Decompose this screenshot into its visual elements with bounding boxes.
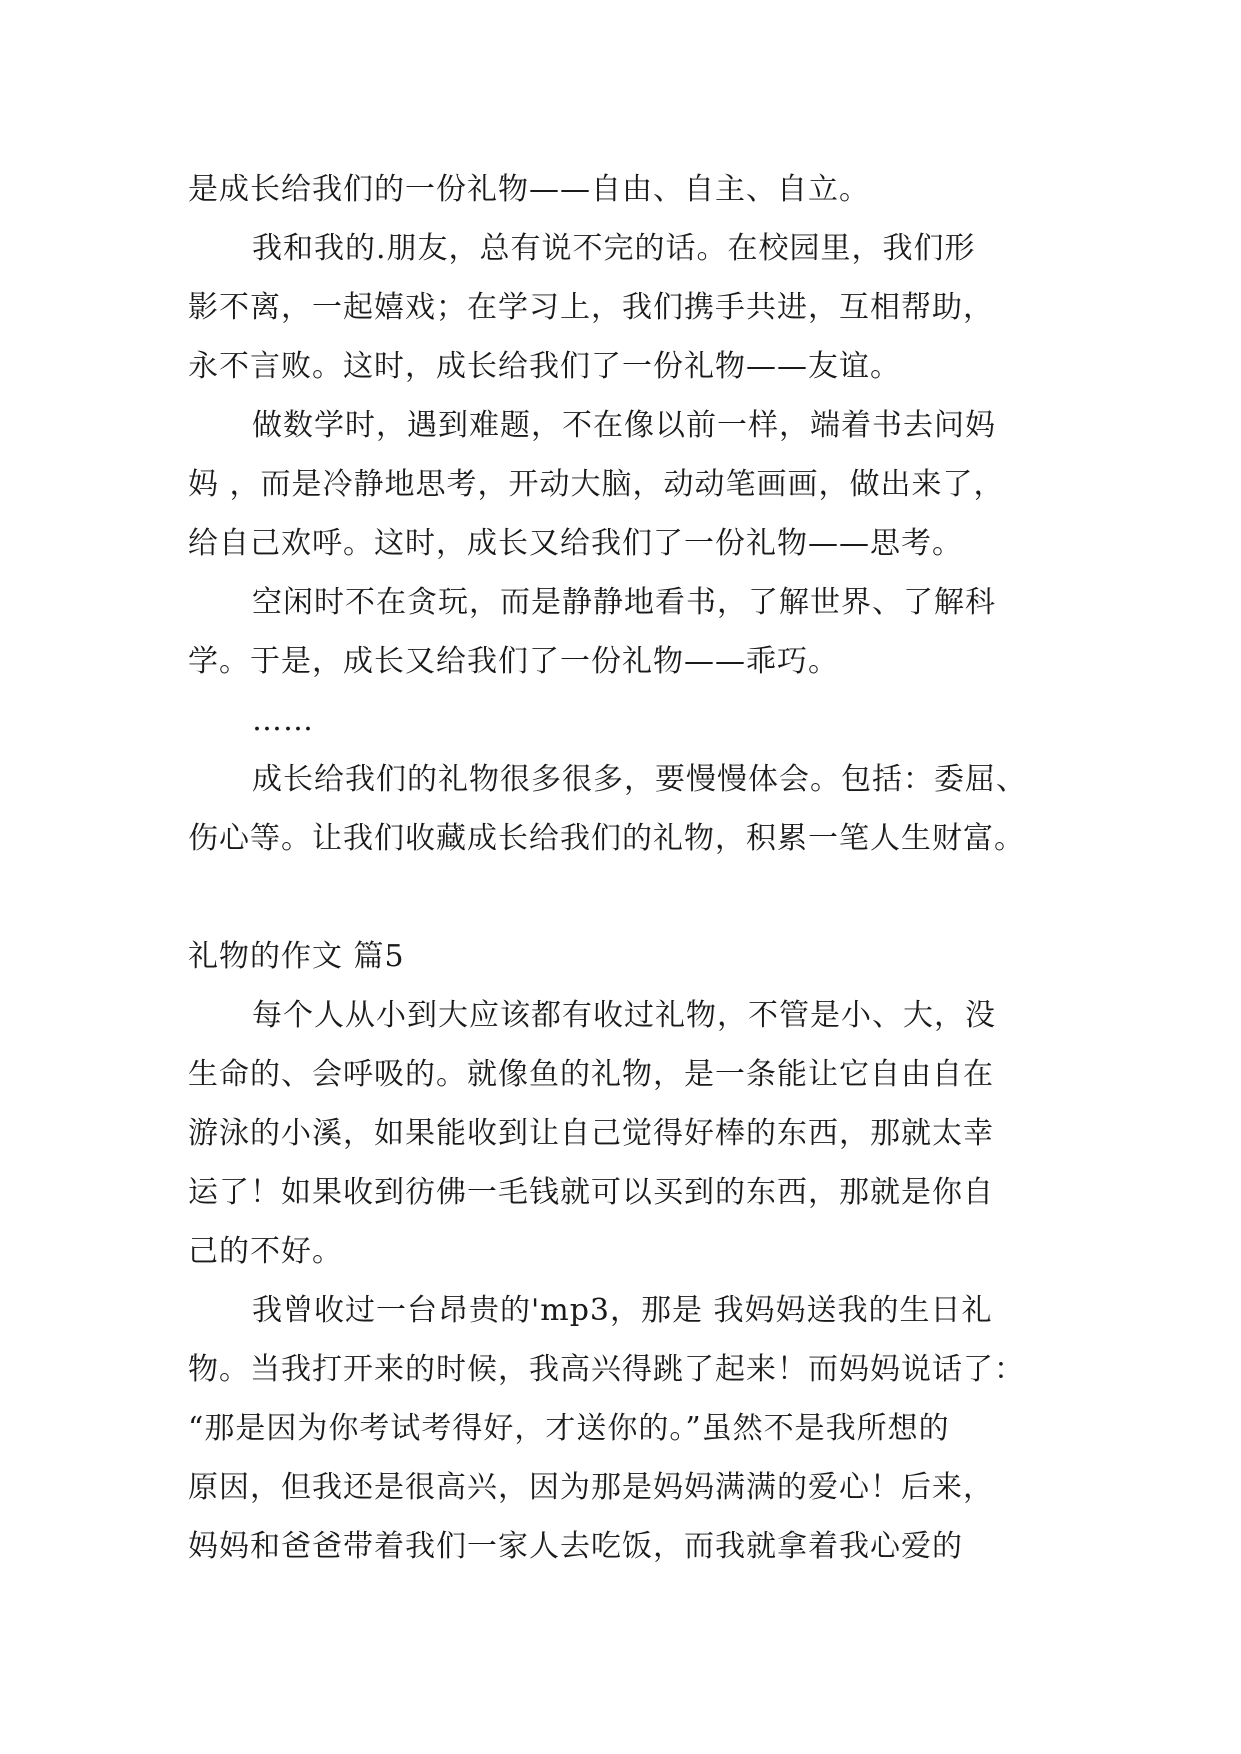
text-line: 给自己欢呼。这时，成长又给我们了一份礼物——思考。 xyxy=(188,526,963,561)
text-line: 影不离，一起嬉戏；在学习上，我们携手共进，互相帮助， xyxy=(188,290,994,325)
text-line: 永不言败。这时，成长给我们了一份礼物——友谊。 xyxy=(188,349,901,384)
text-line: 运了！如果收到彷佛一毛钱就可以买到的东西，那就是你自 xyxy=(188,1175,994,1210)
paragraph-conclusion xyxy=(188,750,1058,868)
text-line: 妈妈和爸爸带着我们一家人去吃饭，而我就拿着我心爱的 xyxy=(188,1529,963,1564)
text-line: …… xyxy=(252,703,314,738)
section-heading: 礼物的作文 篇5 xyxy=(188,939,405,974)
text-line: 原因，但我还是很高兴，因为那是妈妈满满的爱心！后来， xyxy=(188,1470,994,1505)
text-line: 空闲时不在贪玩，而是静静地看书，了解世界、了解科 xyxy=(252,585,996,620)
paragraph-ellipsis xyxy=(188,691,1058,750)
text-line: “那是因为你考试考得好，才送你的。”虽然不是我所想的 xyxy=(188,1411,950,1446)
text-line: 是成长给我们的一份礼物——自由、自主、自立。 xyxy=(188,172,870,207)
text-line: 我和我的.朋友，总有说不完的话。在校园里，我们形 xyxy=(252,231,976,266)
paragraph-freedom xyxy=(188,160,1058,219)
document-body xyxy=(188,160,1058,1576)
text-line: 每个人从小到大应该都有收过礼物，不管是小、大，没 xyxy=(252,998,996,1033)
text-line: 成长给我们的礼物很多很多，要慢慢体会。包括：委屈、 xyxy=(252,762,1027,797)
text-line: 妈 ，而是冷静地思考，开动大脑，动动笔画画，做出来了， xyxy=(188,467,1005,502)
text-line: 伤心等。让我们收藏成长给我们的礼物，积累一笔人生财富。 xyxy=(188,821,1025,856)
text-line: 做数学时，遇到难题，不在像以前一样，端着书去问妈 xyxy=(252,408,996,443)
text-line: 游泳的小溪，如果能收到让自己觉得好棒的东西，那就太幸 xyxy=(188,1116,994,1151)
text-line: 物。当我打开来的时候，我高兴得跳了起来！而妈妈说话了： xyxy=(188,1352,1025,1387)
paragraph-thinking xyxy=(188,396,1058,573)
text-line: 生命的、会呼吸的。就像鱼的礼物，是一条能让它自由自在 xyxy=(188,1057,994,1092)
paragraph-mp3-gift xyxy=(188,1281,1058,1576)
text-line: 我曾收过一台昂贵的'mp3，那是 我妈妈送我的生日礼 xyxy=(252,1293,993,1328)
paragraph-obedience xyxy=(188,573,1058,691)
paragraph-friendship xyxy=(188,219,1058,396)
paragraph-gifts-intro xyxy=(188,986,1058,1281)
text-line: 学。于是，成长又给我们了一份礼物——乖巧。 xyxy=(188,644,839,679)
text-line: 己的不好。 xyxy=(188,1234,343,1269)
